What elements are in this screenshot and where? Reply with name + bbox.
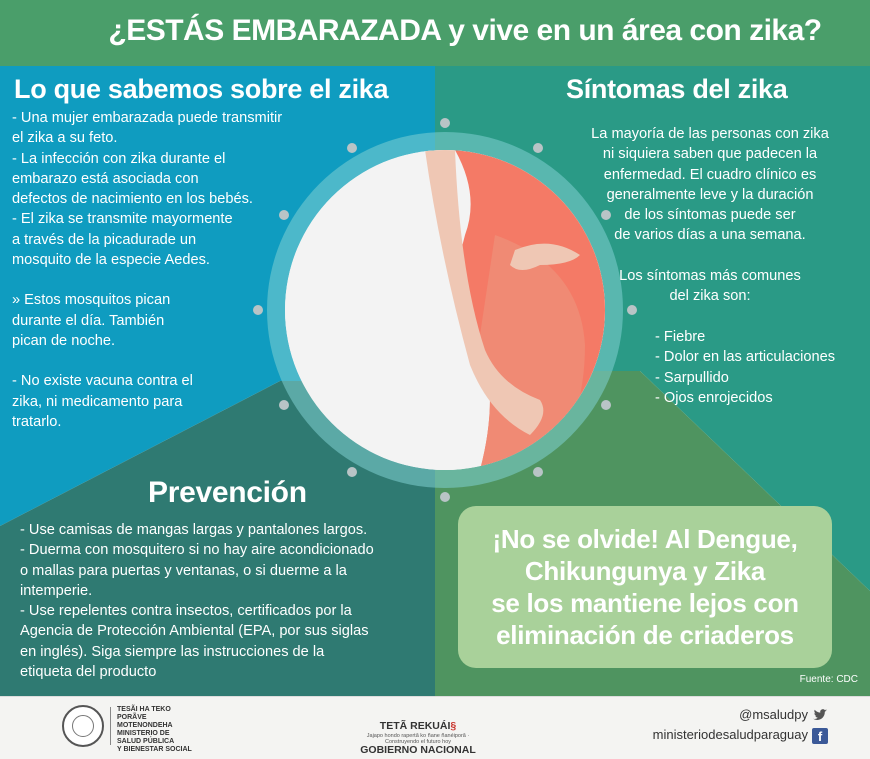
government-top-line: TETÃ REKUÁI — [379, 720, 451, 732]
prevention-item-2: - Duerma con mosquitero si no hay aire acondicionado o mallas para puertas y ventanas, o si duerme a la intemperie. — [20, 542, 374, 599]
symptom-item: - Fiebre — [655, 329, 706, 345]
section-known-text — [12, 108, 332, 432]
known-item-2: - La infección con zika durante el embarazo está asociada con defectos de nacimiento en los bebés. — [12, 150, 253, 208]
prevention-item-3: - Use repelentes contra insectos, certificados por la Agencia de Protección Ambiental (EPA, por sus siglas en inglés). Siga siempre las instrucciones de la etiqueta del producto — [20, 603, 369, 681]
prevention-item-1: - Use camisas de mangas largas y pantalones largos. — [20, 522, 368, 538]
government-slogan: Jajapo hondo rapertã ko ñane ñanéiporã · Construyendo el futuro hoy — [366, 733, 470, 745]
section-prevention-title: Prevención — [148, 476, 307, 509]
symptom-item: - Ojos enrojecidos — [655, 389, 773, 406]
symptoms-intro: La mayoría de las personas con zika ni siquiera saben que padecen la enfermedad. El cuadro clínico es generalmente leve y la duración de los síntomas puede ser de varios días a una semana. — [591, 126, 829, 244]
symptoms-list — [655, 327, 865, 408]
facebook-page[interactable]: ministeriodesaludparaguay — [652, 727, 808, 742]
source-credit: Fuente: CDC — [799, 674, 858, 685]
twitter-handle[interactable]: @msaludpy — [739, 707, 808, 722]
no-vaccine-note: - No existe vacuna contra el zika, ni medicamento para tratarlo. — [12, 373, 193, 430]
footer-divider — [110, 707, 111, 745]
known-item-3: - El zika se transmite mayormente a través de la picadurade un mosquito de la especie Aedes. — [12, 211, 233, 269]
ministry-name: TESÃI HA TEKO PORÃVE MOTENONDEHA MINISTERIO DE SALUD PÚBLICA Y BIENESTAR SOCIAL — [117, 706, 192, 753]
symptoms-common: Los síntomas más comunes del zika son: — [619, 267, 801, 305]
reminder-callout — [458, 506, 832, 668]
mosquito-note: » Estos mosquitos pican durante el día. También pican de noche. — [12, 292, 171, 349]
national-seal-icon — [62, 705, 104, 747]
main-title: ¿ESTÁS EMBARAZADA y vive en un área con zika? — [108, 14, 822, 47]
reminder-text: ¡No se olvide! Al Dengue, Chikungunya y Zika se los mantiene lejos con eliminación de criaderos — [491, 524, 799, 650]
known-item-1: - Una mujer embarazada puede transmitir el zika a su feto. — [12, 110, 283, 147]
section-known-title: Lo que sabemos sobre el zika — [14, 74, 389, 104]
section-symptoms-text — [560, 124, 860, 306]
section-prevention-text — [20, 520, 450, 682]
twitter-icon[interactable] — [812, 707, 828, 723]
symptom-item: - Dolor en las articulaciones — [655, 349, 836, 366]
symptom-item: - Sarpullido — [655, 369, 729, 386]
government-logo: TETÃ REKUÁI§ GOBIERNO NACIONAL — [360, 720, 476, 756]
government-bottom-line: GOBIERNO NACIONAL — [360, 744, 476, 756]
section-symptoms-title: Síntomas del zika — [566, 74, 788, 104]
facebook-icon[interactable]: f — [812, 728, 828, 744]
